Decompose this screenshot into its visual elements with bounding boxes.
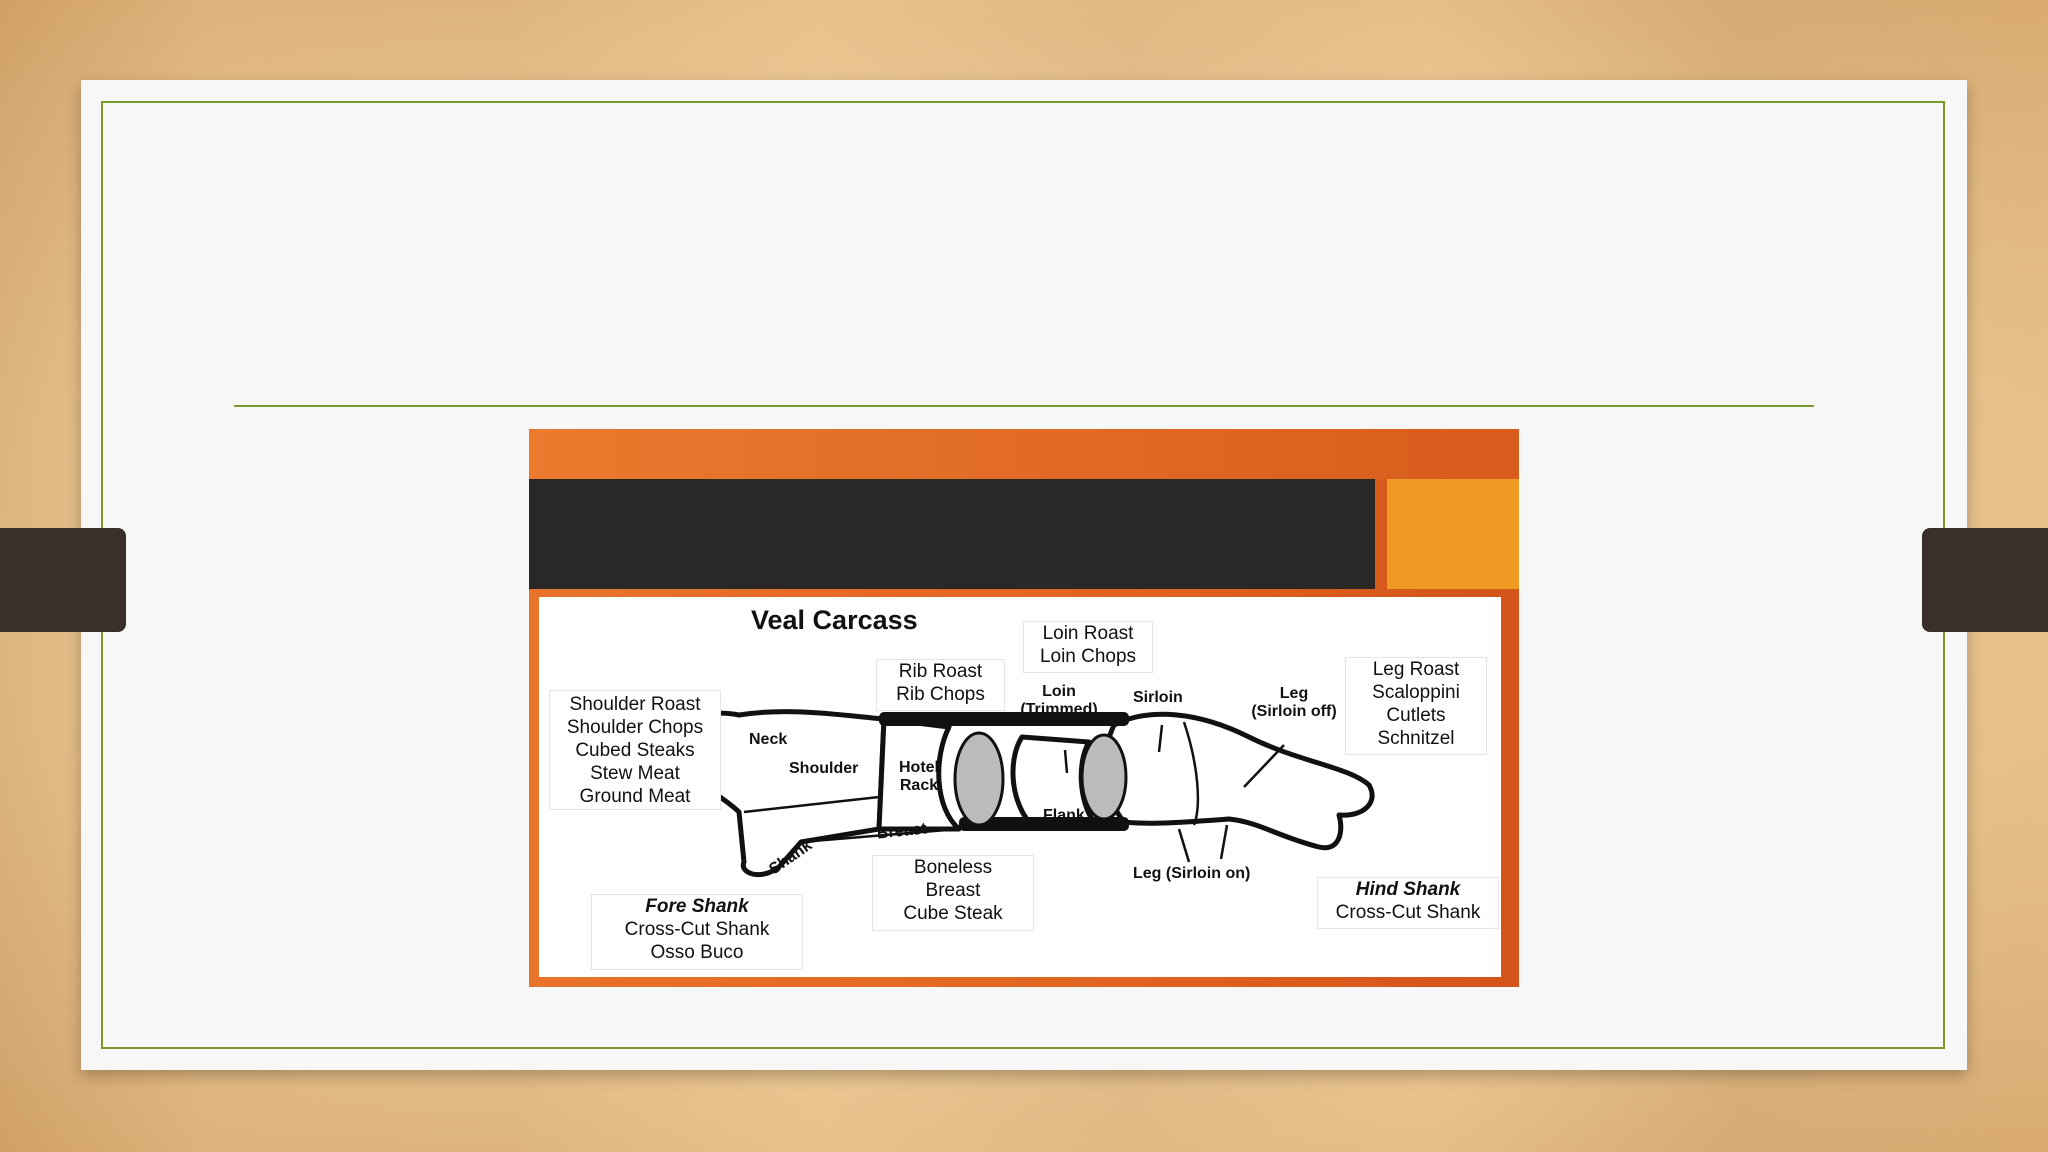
cut-label: Cross-Cut Shank [1335, 902, 1481, 923]
left-binder-tab [0, 528, 126, 632]
cut-label: Loin Chops [1039, 646, 1137, 667]
part-hotel-rack [889, 759, 949, 795]
cut-label: Shoulder Chops [566, 717, 704, 738]
cut-label: Cross-Cut Shank [624, 919, 770, 940]
fore-shank-box [591, 894, 803, 970]
part-label-line: Leg [1279, 685, 1309, 702]
cut-label: Ground Meat [579, 786, 691, 807]
cut-label: Boneless [913, 857, 993, 878]
cut-label: Stew Meat [590, 763, 680, 784]
cut-label: Shoulder Roast [569, 694, 701, 715]
part-loin [1009, 683, 1109, 719]
part-flank: Flank [1043, 807, 1085, 824]
cut-label: Cube Steak [903, 903, 1003, 924]
part-leg [1239, 685, 1349, 721]
part-sirloin: Sirloin [1133, 689, 1183, 706]
part-breast: Breast [876, 820, 928, 843]
rib-cuts-box [876, 659, 1005, 711]
breast-cuts-box [872, 855, 1034, 931]
cut-label: Cubed Steaks [575, 740, 695, 761]
panel-accent-square [1387, 479, 1519, 589]
shoulder-cuts-box [549, 690, 721, 810]
part-shank: Shank [766, 836, 816, 879]
part-label-line: Rack [899, 777, 939, 794]
cut-label: Schnitzel [1377, 728, 1455, 749]
cut-label: Rib Roast [898, 661, 983, 682]
cut-label: Rib Chops [896, 684, 985, 705]
part-label-line: (Trimmed) [1020, 701, 1098, 718]
leg-cuts-box [1345, 657, 1487, 755]
cut-label: Leg Roast [1372, 659, 1460, 680]
part-label-line: (Sirloin off) [1251, 703, 1337, 720]
part-shoulder: Shoulder [789, 760, 859, 777]
cut-label: Breast [925, 880, 981, 901]
part-label-line: Loin [1042, 683, 1076, 700]
part-leg-sirloin-on: Leg (Sirloin on) [1133, 865, 1251, 882]
cut-label: Scaloppini [1372, 682, 1460, 703]
panel-dark-bar [529, 479, 1375, 589]
part-neck: Neck [749, 731, 788, 748]
diagram-title: Veal Carcass [751, 605, 918, 635]
veal-carcass-diagram [539, 597, 1501, 977]
hind-shank-box [1317, 877, 1499, 929]
title-underline [234, 405, 1814, 407]
right-binder-tab [1922, 528, 2048, 632]
panel-top-strip [529, 429, 1519, 479]
image-panel [529, 429, 1519, 987]
cut-label: Osso Buco [650, 942, 744, 963]
loin-cuts-box [1023, 621, 1153, 673]
cut-label: Cutlets [1386, 705, 1446, 726]
hind-shank-title: Hind Shank [1355, 879, 1461, 900]
cut-label: Loin Roast [1042, 623, 1134, 644]
fore-shank-title: Fore Shank [645, 896, 749, 917]
part-label-line: Hotel [899, 759, 939, 776]
